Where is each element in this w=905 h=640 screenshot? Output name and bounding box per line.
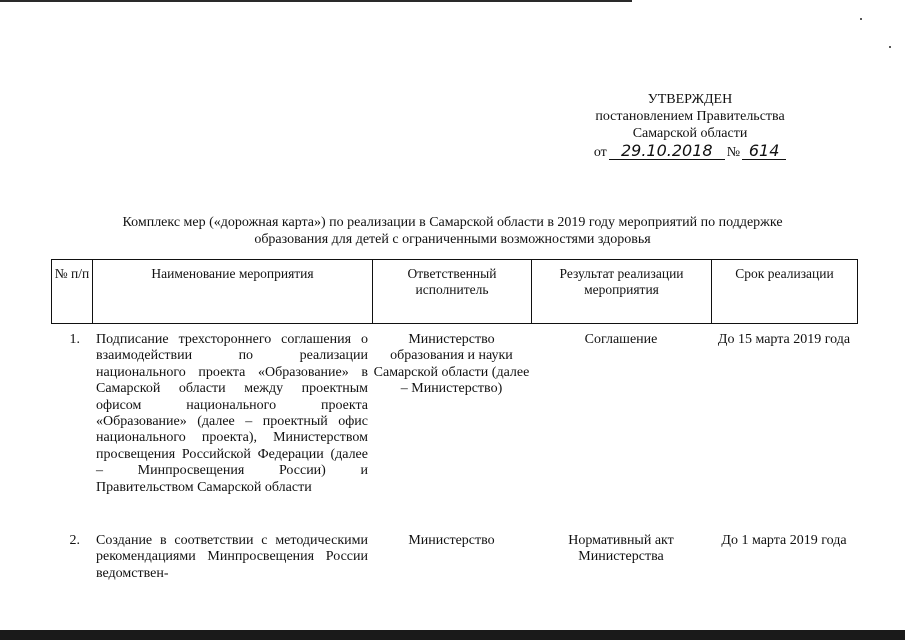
row-result: Соглашение [584, 332, 658, 347]
table-row [51, 332, 857, 496]
handwritten-number: 614 [742, 143, 786, 160]
header-result: Результат реализации мероприятия [532, 260, 712, 324]
approval-stamp [560, 91, 820, 161]
row-number: 1. [69, 332, 80, 347]
row-measure-name: Подписание трехстороннего соглашения о взаимодействии по реализации национального проекта «Образование» в Самарской области между проектным офисом национального проекта «Образование» (далее – проектный офис национального проекта), Министерством просвещения Российской Федерации (далее – Минпросвещения России) и Правительством Самарской области [96, 332, 368, 495]
table-row [51, 533, 857, 582]
header-number: № п/п [52, 260, 93, 324]
row-term: До 1 марта 2019 года [721, 533, 847, 548]
row-term: До 15 марта 2019 года [717, 332, 851, 347]
scan-speck [860, 18, 862, 20]
row-responsible: Министерство образования и науки Самарской области (далее – Министерство) [373, 332, 530, 397]
row-result: Нормативный акт Министерства [568, 533, 674, 565]
title-line-2: образования для детей с ограниченными возможностями здоровья [254, 232, 651, 247]
date-prefix: от [593, 145, 607, 160]
handwritten-date: 29.10.2018 [609, 143, 725, 160]
approval-heading: УТВЕРЖДЕН [647, 92, 733, 107]
approval-line-2: постановлением Правительства [595, 109, 785, 124]
number-prefix: № [726, 145, 741, 160]
row-measure-name: Создание в соответствии с методическими рекомендациями Минпросвещения России ведомствен- [96, 533, 368, 581]
scan-bottom-border [0, 630, 905, 640]
header-name: Наименование мероприятия [93, 260, 373, 324]
title-line-1: Комплекс мер («дорожная карта») по реализации в Самарской области в 2019 году мероприятий по поддержке [122, 215, 783, 230]
row-number: 2. [69, 533, 80, 548]
measures-table-header [51, 259, 858, 324]
document-title [60, 214, 845, 248]
header-term: Срок реализации [712, 260, 858, 324]
approval-number-line [560, 143, 820, 161]
scan-top-border [0, 0, 632, 2]
row-responsible: Министерство [408, 533, 495, 548]
approval-line-3: Самарской области [632, 126, 748, 141]
header-responsible: Ответственный исполнитель [373, 260, 532, 324]
scan-speck [889, 46, 891, 48]
